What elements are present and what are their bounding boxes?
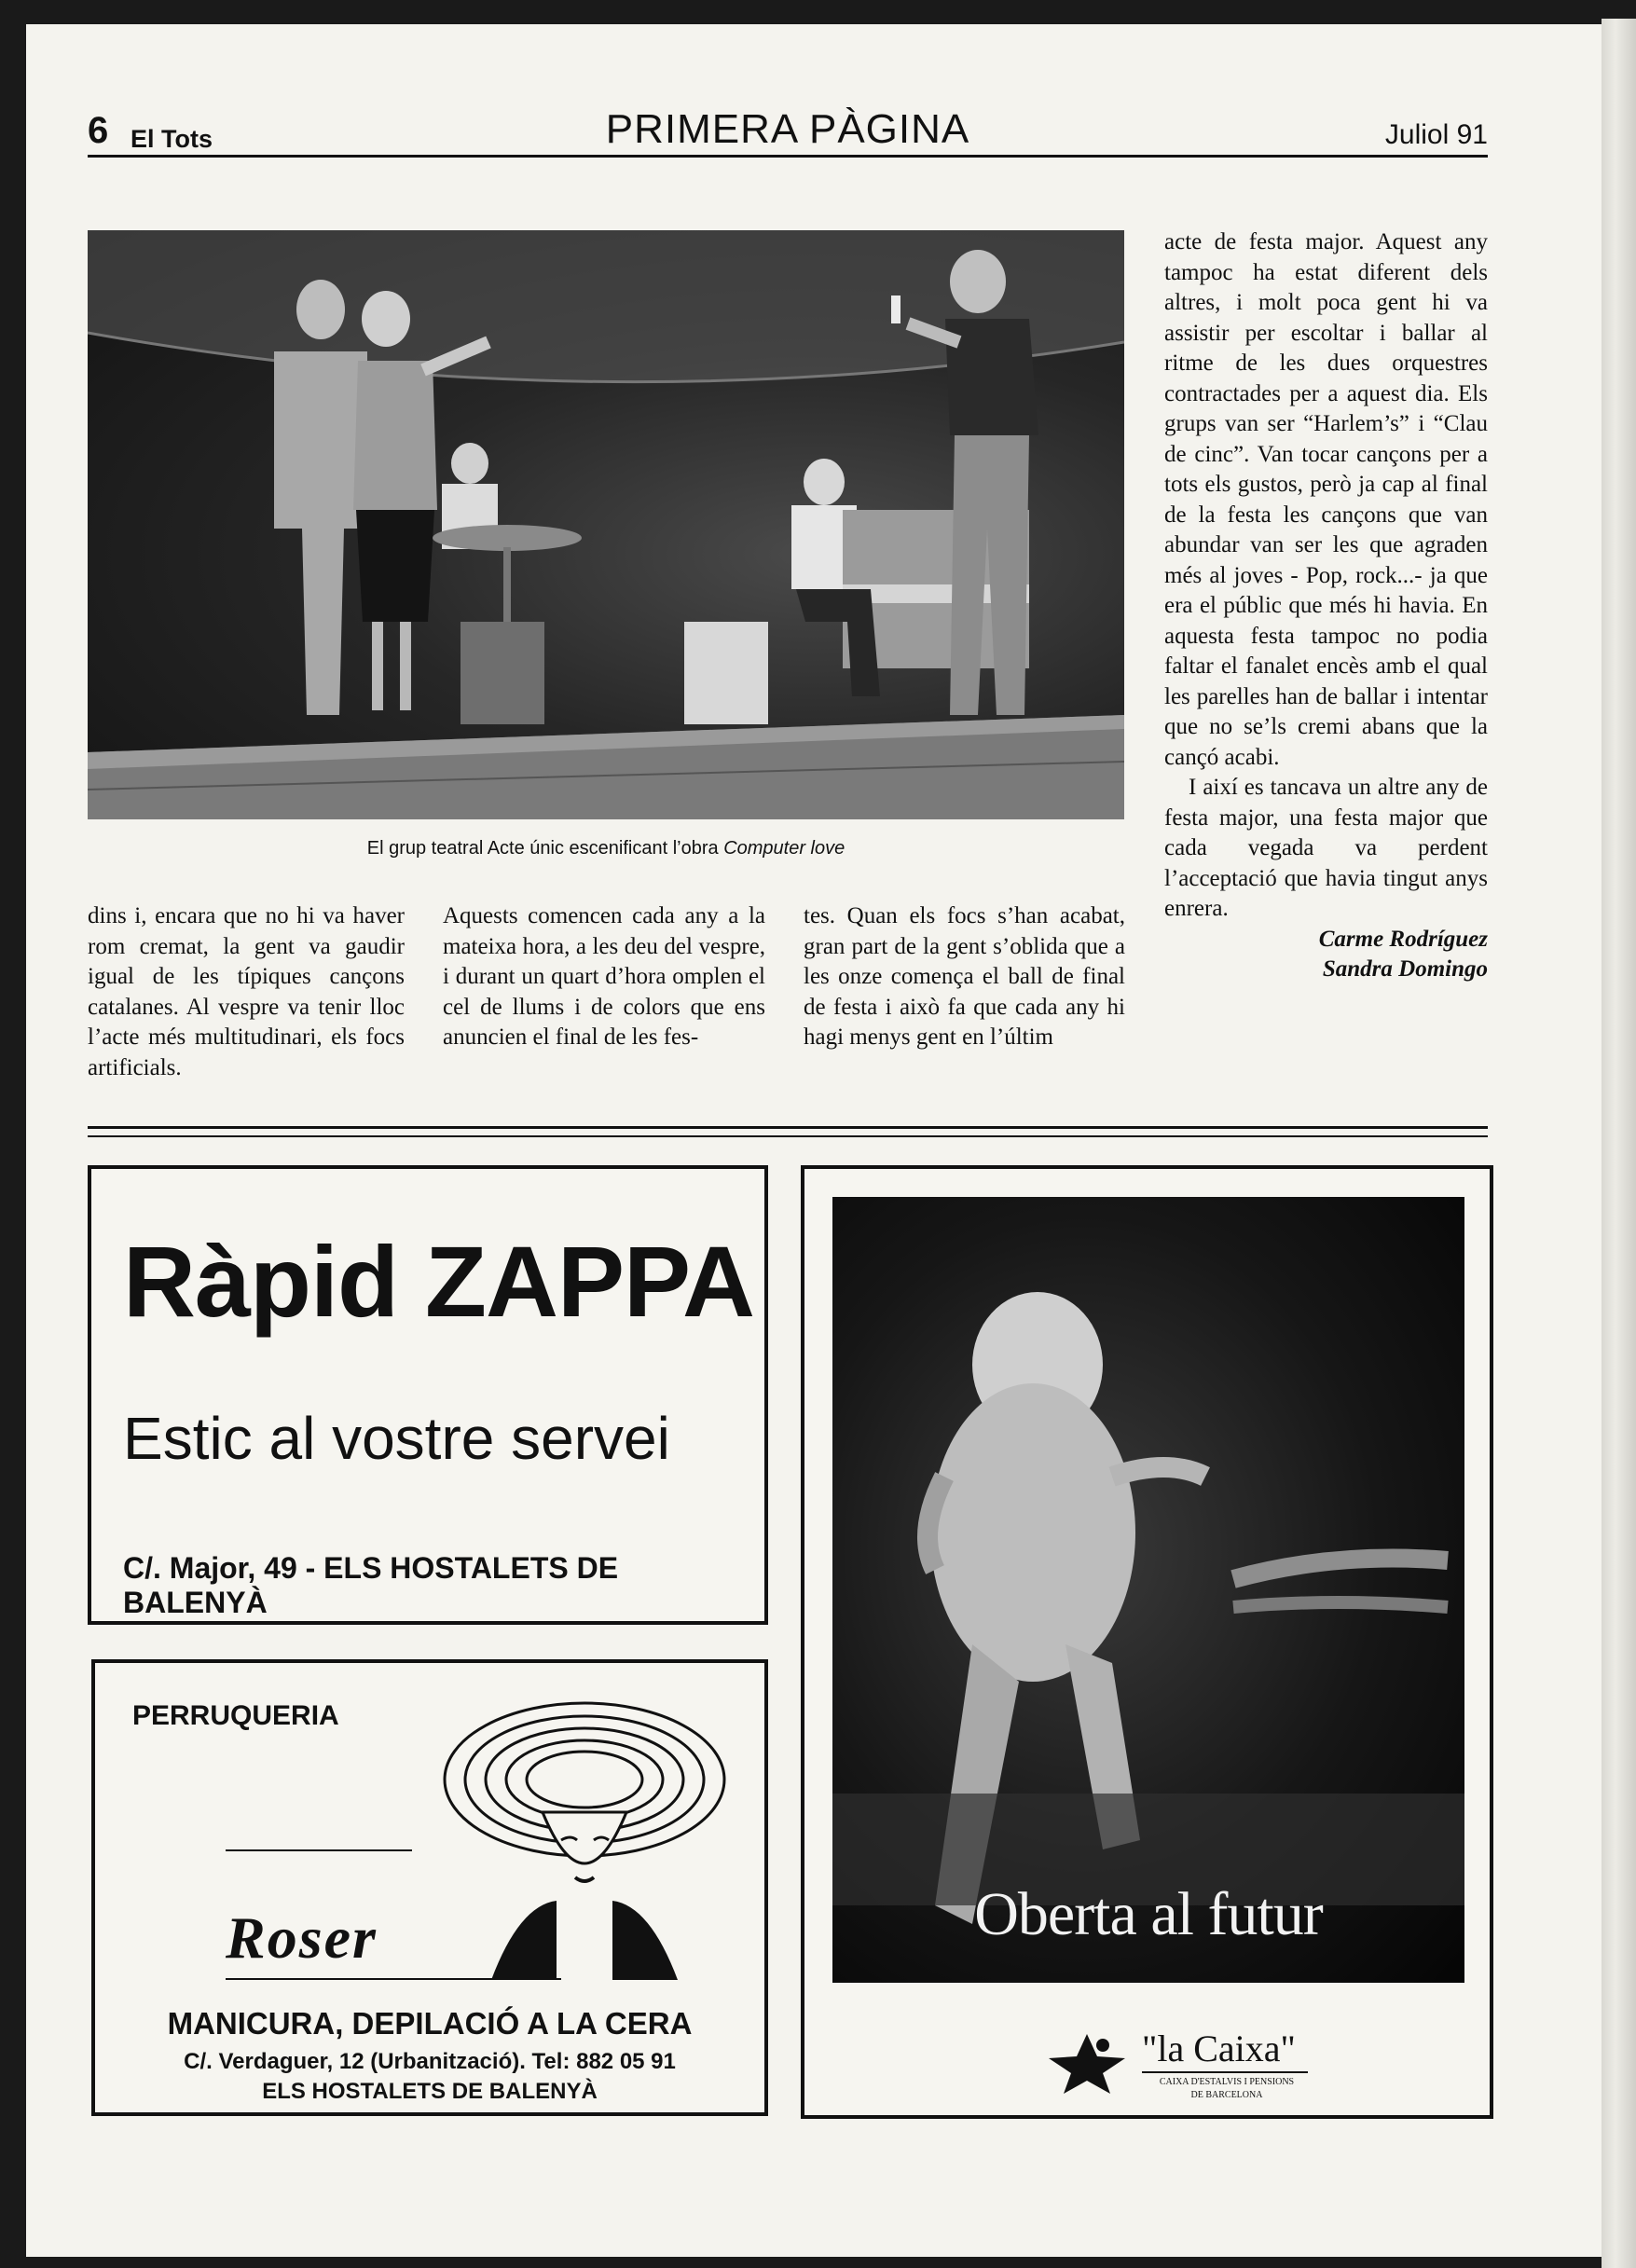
ad-roser-services: MANICURA, DEPILACIÓ A LA CERA <box>167 2006 693 2041</box>
photo-caption <box>88 838 1124 859</box>
ad-caixa-brand-sub1: CAIXA D'ESTALVIS I PENSIONS <box>1159 2077 1295 2087</box>
article-paragraph: tes. Quan els focs s’han acabat, gran part de la gent s’oblida que a les onze comença el ball de final de festa i això fa que cada any hi hagi menys gent en l’últim <box>804 903 1125 1050</box>
stage-photo <box>88 230 1124 819</box>
ad-zappa-subtitle: Estic al vostre servei <box>123 1405 670 1472</box>
article-column-1 <box>88 901 405 1083</box>
ad-caixa-slogan: Oberta al futur <box>974 1880 1323 1948</box>
brand-underline <box>1142 2071 1308 2073</box>
ad-caixa-photo <box>832 1197 1464 1983</box>
decorative-line <box>226 1849 412 1851</box>
ad-rapid-zappa <box>88 1165 768 1625</box>
header-rule <box>88 155 1488 158</box>
page-number: 6 <box>88 110 109 151</box>
ad-perruqueria-roser <box>91 1659 768 2116</box>
article-column-3 <box>804 901 1125 1053</box>
author-name: Sandra Domingo <box>1322 956 1488 982</box>
article-paragraph: I així es tancava un altre any de festa major, una festa major que cada vegada va perdent l’acceptació que havia tingut anys enrera. <box>1164 775 1488 921</box>
section-title: PRIMERA PÀGINA <box>605 106 970 152</box>
article-paragraph: Aquests comencen cada any a la mateixa hora, a les deu del vespre, i durant un quart d’hora omplen el cel de llums i de colors que ens anuncien el final de les fes- <box>443 903 765 1050</box>
ad-caixa-brand: "la Caixa" <box>1142 2027 1296 2069</box>
ad-roser-town: ELS HOSTALETS DE BALENYÀ <box>262 2079 598 2104</box>
woman-portrait-icon <box>435 1691 734 1980</box>
author-name: Carme Rodríguez <box>1318 926 1488 952</box>
caption-title: Computer love <box>723 838 845 859</box>
publication-name: El Tots <box>131 125 213 153</box>
article-paragraph: acte de festa major. Aquest any tampoc ha estat diferent dels altres, i molt poca gent hi va assistir per escoltar i ballar al ritme de les dues orquestres contractades per a aquest dia. Els grups van ser “Harlem’s” i “Clau de cinc”. Van tocar cançons per a tots els gustos, però ja cap al final de la festa les cançons que van abundar van ser les que agraden més al joves - Pop, rock...- ja que era el públic que més hi havia. En aquesta festa tampoc no podia faltar el fanalet encès amb el qual les parelles han de ballar i intentar que no se’ls cremi abans que la cançó acabi. <box>1164 229 1488 770</box>
ad-roser-address: C/. Verdaguer, 12 (Urbanització). Tel: 882 05 91 <box>184 2049 676 2074</box>
next-page-edge <box>1602 19 1636 2268</box>
ad-la-caixa <box>801 1165 1493 2119</box>
ad-roser-heading: PERRUQUERIA <box>132 1700 339 1731</box>
article-column-4 <box>1164 227 1488 985</box>
ad-zappa-address: C/. Major, 49 - ELS HOSTALETS DE BALENYÀ <box>123 1551 619 1619</box>
caption-text: El grup teatral Acte únic escenificant l’obra <box>366 838 724 859</box>
caixa-star-logo-icon <box>1045 2030 1129 2096</box>
ad-zappa-title: Ràpid ZAPPA <box>123 1225 755 1338</box>
ad-caixa-brand-sub2: DE BARCELONA <box>1190 2090 1263 2100</box>
stage-photo-illustration <box>88 230 1124 819</box>
issue-date: Juliol 91 <box>1384 119 1488 150</box>
baby-walking-illustration <box>832 1197 1464 1983</box>
article-paragraph: dins i, encara que no hi va haver rom cremat, la gent va gaudir igual de les típiques cançons catalanes. Al vespre va tenir lloc l’acte més multitudinari, els focs artificials. <box>88 903 405 1080</box>
section-divider <box>88 1135 1488 1137</box>
section-divider <box>88 1126 1488 1129</box>
ad-roser-name: Roser <box>226 1904 378 1971</box>
article-column-2 <box>443 901 765 1053</box>
